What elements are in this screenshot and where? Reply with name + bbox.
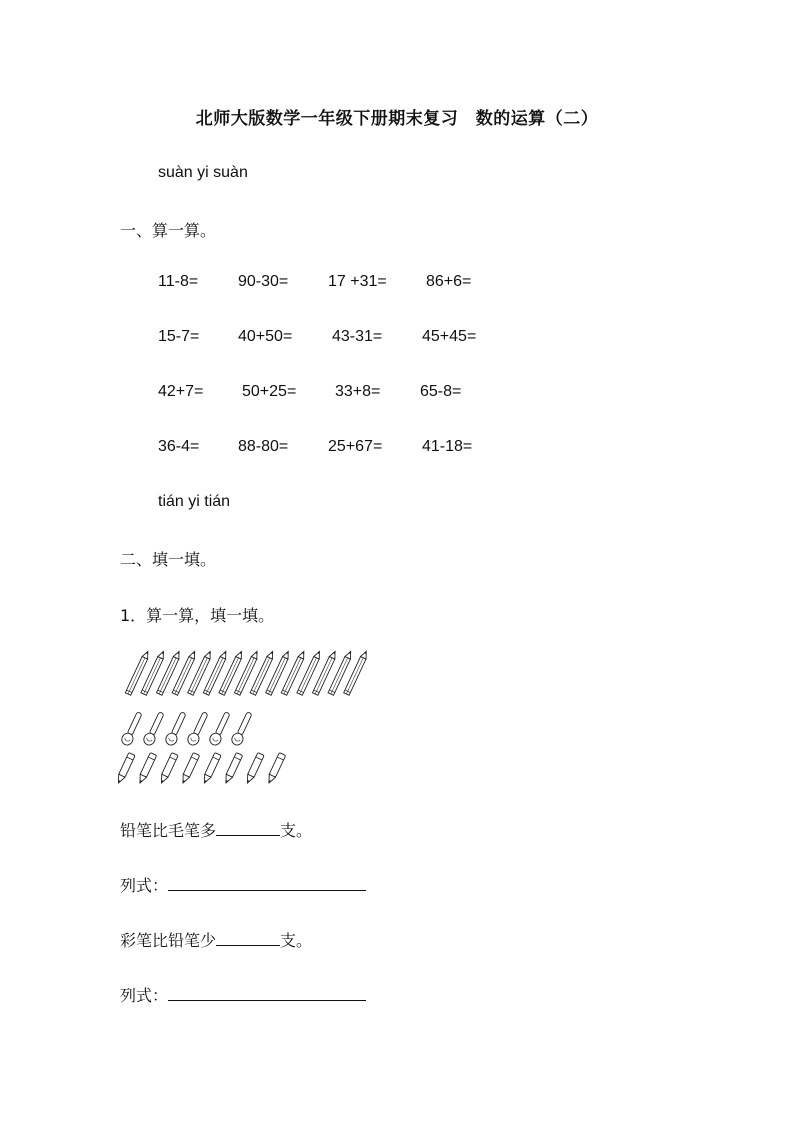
equation: 86+6= [426,273,472,290]
equation: 11-8= [158,273,199,290]
formula-label: 列式： [120,986,169,1005]
equation: 40+50= [238,328,293,345]
formula-line-2 [120,983,366,1006]
equation: 45+45= [422,328,477,345]
equation: 43-31= [332,328,383,345]
equation: 25+67= [328,438,383,455]
brush-row [120,710,255,746]
section1-heading: 一、算一算。 [120,221,217,240]
section2-heading: 二、填一填。 [120,550,217,569]
answer-blank[interactable] [216,834,280,836]
formula-blank[interactable] [168,889,366,891]
crayon-icon [158,753,178,785]
question-more-text: 铅笔比毛笔多 [120,821,217,840]
equation: 88-80= [238,438,289,455]
crayon-icon [118,753,135,785]
crayon-icon [201,753,221,785]
equation: 41-18= [422,438,473,455]
formula-blank[interactable] [168,999,366,1001]
question-more [120,818,312,841]
section2-pinyin: tián yi tián [158,493,231,510]
formula-label: 列式： [120,876,169,895]
crayon-icon [180,753,200,785]
unit-label: 支。 [280,821,313,840]
equation: 15-7= [158,328,200,345]
question-1: 1．算一算，填一填。 [120,606,275,625]
crayon-icon [244,753,264,785]
question-less [120,928,312,951]
crayon-row [118,753,286,785]
question-less-text: 彩笔比铅笔少 [120,931,217,950]
unit-label: 支。 [280,931,313,950]
equation: 65-8= [420,383,462,400]
crayon-icon [266,753,286,785]
brush-icon [164,710,189,746]
answer-blank[interactable] [216,944,280,946]
crayon-icon [137,753,157,785]
equation: 42+7= [158,383,204,400]
brush-icon [142,710,167,746]
section1-pinyin: suàn yi suàn [158,164,248,181]
equation: 90-30= [238,273,289,290]
page-title: 北师大版数学一年级下册期末复习 数的运算（二） [195,109,599,129]
crayon-icon [223,753,243,785]
equation: 36-4= [158,438,200,455]
stationery-illustration [118,648,368,790]
brush-icon [120,710,145,746]
formula-line-1 [120,873,366,896]
equation: 33+8= [335,383,381,400]
brush-icon [230,710,255,746]
brush-icon [186,710,211,746]
equation: 50+25= [242,383,297,400]
brush-icon [208,710,233,746]
pencil-row [125,650,368,695]
equation: 17 +31= [328,273,387,290]
